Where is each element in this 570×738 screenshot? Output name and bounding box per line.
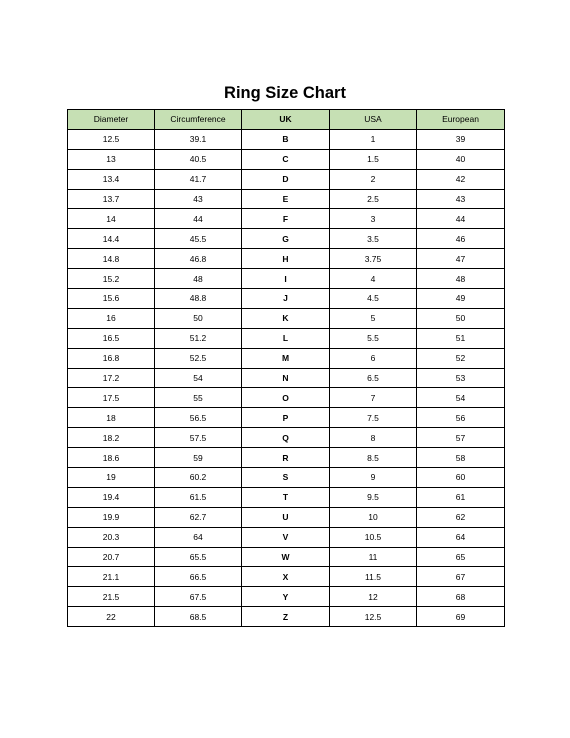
uk-cell: L: [242, 328, 330, 348]
european-cell: 69: [417, 607, 505, 627]
circumference-cell: 43: [155, 189, 242, 209]
uk-cell: V: [242, 527, 330, 547]
column-header-usa: USA: [330, 110, 417, 130]
diameter-cell: 17.5: [68, 388, 155, 408]
diameter-cell: 18.6: [68, 448, 155, 468]
usa-cell: 1.5: [330, 149, 417, 169]
usa-cell: 4.5: [330, 289, 417, 309]
circumference-cell: 41.7: [155, 169, 242, 189]
uk-cell: C: [242, 149, 330, 169]
uk-cell: R: [242, 448, 330, 468]
ring-size-table: [67, 109, 505, 627]
diameter-cell: 18.2: [68, 428, 155, 448]
uk-cell: X: [242, 567, 330, 587]
diameter-cell: 19: [68, 468, 155, 488]
uk-cell: Z: [242, 607, 330, 627]
table-row: [68, 328, 505, 348]
european-cell: 51: [417, 328, 505, 348]
european-cell: 62: [417, 507, 505, 527]
uk-cell: Y: [242, 587, 330, 607]
uk-cell: G: [242, 229, 330, 249]
uk-cell: M: [242, 348, 330, 368]
circumference-cell: 48.8: [155, 289, 242, 309]
table-row: [68, 607, 505, 627]
table-row: [68, 547, 505, 567]
diameter-cell: 14.8: [68, 249, 155, 269]
uk-cell: U: [242, 507, 330, 527]
uk-cell: F: [242, 209, 330, 229]
usa-cell: 5.5: [330, 328, 417, 348]
circumference-cell: 60.2: [155, 468, 242, 488]
european-cell: 44: [417, 209, 505, 229]
usa-cell: 3: [330, 209, 417, 229]
circumference-cell: 50: [155, 308, 242, 328]
usa-cell: 12.5: [330, 607, 417, 627]
european-cell: 39: [417, 129, 505, 149]
uk-cell: S: [242, 468, 330, 488]
column-header-diameter: Diameter: [68, 110, 155, 130]
circumference-cell: 52.5: [155, 348, 242, 368]
european-cell: 50: [417, 308, 505, 328]
usa-cell: 7: [330, 388, 417, 408]
diameter-cell: 21.5: [68, 587, 155, 607]
circumference-cell: 61.5: [155, 487, 242, 507]
column-header-european: European: [417, 110, 505, 130]
uk-cell: I: [242, 269, 330, 289]
usa-cell: 2.5: [330, 189, 417, 209]
usa-cell: 10.5: [330, 527, 417, 547]
diameter-cell: 21.1: [68, 567, 155, 587]
european-cell: 53: [417, 368, 505, 388]
table-row: [68, 448, 505, 468]
circumference-cell: 39.1: [155, 129, 242, 149]
table-row: [68, 368, 505, 388]
table-row: [68, 129, 505, 149]
diameter-cell: 14: [68, 209, 155, 229]
european-cell: 49: [417, 289, 505, 309]
circumference-cell: 66.5: [155, 567, 242, 587]
usa-cell: 9.5: [330, 487, 417, 507]
circumference-cell: 56.5: [155, 408, 242, 428]
usa-cell: 5: [330, 308, 417, 328]
uk-cell: T: [242, 487, 330, 507]
diameter-cell: 18: [68, 408, 155, 428]
usa-cell: 6.5: [330, 368, 417, 388]
european-cell: 58: [417, 448, 505, 468]
european-cell: 57: [417, 428, 505, 448]
usa-cell: 12: [330, 587, 417, 607]
table-row: [68, 348, 505, 368]
diameter-cell: 13: [68, 149, 155, 169]
european-cell: 64: [417, 527, 505, 547]
diameter-cell: 16: [68, 308, 155, 328]
uk-cell: J: [242, 289, 330, 309]
uk-cell: E: [242, 189, 330, 209]
table-header: [68, 110, 505, 130]
table-row: [68, 289, 505, 309]
diameter-cell: 20.7: [68, 547, 155, 567]
table-row: [68, 527, 505, 547]
usa-cell: 11: [330, 547, 417, 567]
usa-cell: 10: [330, 507, 417, 527]
diameter-cell: 15.6: [68, 289, 155, 309]
european-cell: 61: [417, 487, 505, 507]
usa-cell: 1: [330, 129, 417, 149]
uk-cell: H: [242, 249, 330, 269]
table-row: [68, 308, 505, 328]
table-row: [68, 269, 505, 289]
usa-cell: 6: [330, 348, 417, 368]
circumference-cell: 57.5: [155, 428, 242, 448]
european-cell: 40: [417, 149, 505, 169]
usa-cell: 7.5: [330, 408, 417, 428]
circumference-cell: 62.7: [155, 507, 242, 527]
uk-cell: B: [242, 129, 330, 149]
circumference-cell: 46.8: [155, 249, 242, 269]
european-cell: 46: [417, 229, 505, 249]
european-cell: 54: [417, 388, 505, 408]
diameter-cell: 16.8: [68, 348, 155, 368]
diameter-cell: 16.5: [68, 328, 155, 348]
table-row: [68, 428, 505, 448]
uk-cell: N: [242, 368, 330, 388]
usa-cell: 3.75: [330, 249, 417, 269]
european-cell: 68: [417, 587, 505, 607]
uk-cell: W: [242, 547, 330, 567]
table-row: [68, 408, 505, 428]
usa-cell: 2: [330, 169, 417, 189]
table-row: [68, 209, 505, 229]
diameter-cell: 12.5: [68, 129, 155, 149]
table-row: [68, 507, 505, 527]
european-cell: 48: [417, 269, 505, 289]
column-header-uk: UK: [242, 110, 330, 130]
diameter-cell: 15.2: [68, 269, 155, 289]
header-row: [68, 110, 505, 130]
european-cell: 42: [417, 169, 505, 189]
uk-cell: O: [242, 388, 330, 408]
european-cell: 43: [417, 189, 505, 209]
european-cell: 65: [417, 547, 505, 567]
diameter-cell: 19.4: [68, 487, 155, 507]
circumference-cell: 64: [155, 527, 242, 547]
usa-cell: 8: [330, 428, 417, 448]
circumference-cell: 40.5: [155, 149, 242, 169]
usa-cell: 9: [330, 468, 417, 488]
diameter-cell: 19.9: [68, 507, 155, 527]
diameter-cell: 13.7: [68, 189, 155, 209]
circumference-cell: 51.2: [155, 328, 242, 348]
table-row: [68, 149, 505, 169]
usa-cell: 11.5: [330, 567, 417, 587]
uk-cell: Q: [242, 428, 330, 448]
page-title: Ring Size Chart: [224, 84, 346, 102]
circumference-cell: 67.5: [155, 587, 242, 607]
table-row: [68, 388, 505, 408]
circumference-cell: 59: [155, 448, 242, 468]
usa-cell: 3.5: [330, 229, 417, 249]
table-body: [68, 129, 505, 626]
diameter-cell: 22: [68, 607, 155, 627]
european-cell: 52: [417, 348, 505, 368]
diameter-cell: 17.2: [68, 368, 155, 388]
circumference-cell: 65.5: [155, 547, 242, 567]
circumference-cell: 54: [155, 368, 242, 388]
diameter-cell: 20.3: [68, 527, 155, 547]
table-row: [68, 587, 505, 607]
table-row: [68, 229, 505, 249]
table-row: [68, 169, 505, 189]
diameter-cell: 13.4: [68, 169, 155, 189]
column-header-circumference: Circumference: [155, 110, 242, 130]
uk-cell: D: [242, 169, 330, 189]
diameter-cell: 14.4: [68, 229, 155, 249]
table-row: [68, 249, 505, 269]
uk-cell: P: [242, 408, 330, 428]
circumference-cell: 55: [155, 388, 242, 408]
european-cell: 47: [417, 249, 505, 269]
usa-cell: 8.5: [330, 448, 417, 468]
table-row: [68, 487, 505, 507]
circumference-cell: 68.5: [155, 607, 242, 627]
table-row: [68, 189, 505, 209]
circumference-cell: 44: [155, 209, 242, 229]
european-cell: 56: [417, 408, 505, 428]
uk-cell: K: [242, 308, 330, 328]
european-cell: 67: [417, 567, 505, 587]
table-row: [68, 468, 505, 488]
circumference-cell: 48: [155, 269, 242, 289]
circumference-cell: 45.5: [155, 229, 242, 249]
european-cell: 60: [417, 468, 505, 488]
usa-cell: 4: [330, 269, 417, 289]
table-row: [68, 567, 505, 587]
